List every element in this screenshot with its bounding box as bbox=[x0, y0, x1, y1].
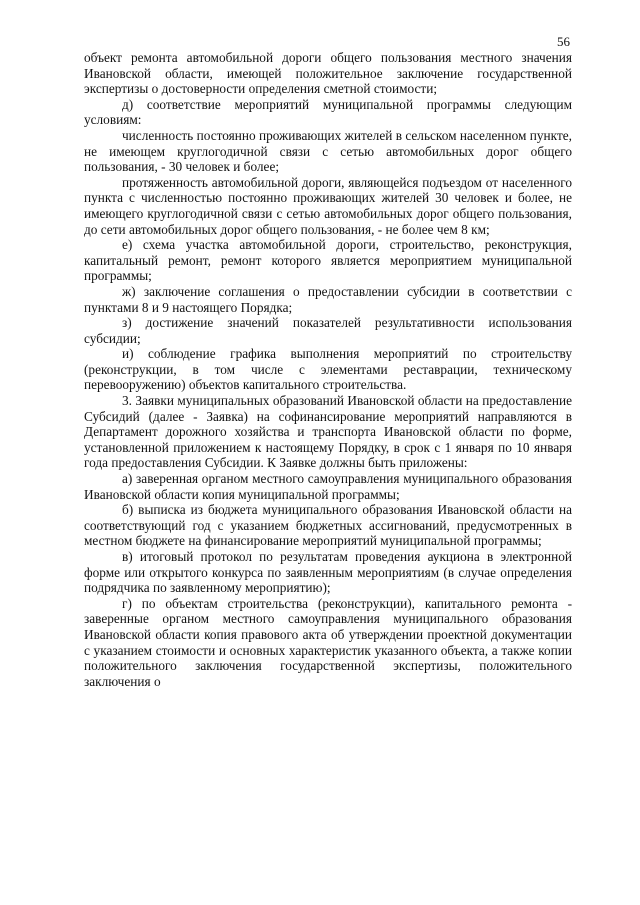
paragraph-b: б) выписка из бюджета муниципального образования Ивановской области на соответствующий год с указанием бюджетных ассигнований, предусмотренных в местном бюджете на финансирование мероприятий муниципальной программы; bbox=[84, 502, 572, 549]
paragraph-e: е) схема участка автомобильной дороги, строительство, реконструкция, капитальный ремонт, ремонт которого является мероприятием муниципальной программы; bbox=[84, 237, 572, 284]
page-number: 56 bbox=[557, 34, 570, 49]
paragraph-d: д) соответствие мероприятий муниципальной программы следующим условиям: bbox=[84, 96, 572, 128]
paragraph-g: г) по объектам строительства (реконструкции), капитального ремонта - заверенные органом местного самоуправления муниципального образования Ивановской области копия правового акта об утверждении проектной документации с указанием стоимости и основных характеристик указанного объекта, а также копии положительного заключения государственной экспертизы, положительного заключения о bbox=[84, 595, 572, 689]
paragraph-road-length-condition: протяженность автомобильной дороги, являющейся подъездом от населенного пункта с численностью постоянно проживающих жителей 30 человек и более, не имеющего круглогодичной связи с сетью автомобильных дорог общего пользования, до сети автомобильных дорог общего пользования, - не более чем 8 км; bbox=[84, 174, 572, 237]
document-body bbox=[84, 50, 572, 689]
paragraph-z: з) достижение значений показателей результативности использования субсидии; bbox=[84, 315, 572, 346]
paragraph-a: а) заверенная органом местного самоуправления муниципального образования Ивановской области копия муниципальной программы; bbox=[84, 471, 572, 502]
paragraph-section-3: 3. Заявки муниципальных образований Ивановской области на предоставление Субсидий (далее - Заявка) на софинансирование мероприятий направляются в Департамент дорожного хозяйства и транспорта Ивановской области по форме, установленной приложением к настоящему Порядку, в срок с 1 января по 10 января года предоставления Субсидии. К Заявке должны быть приложены: bbox=[84, 393, 572, 471]
paragraph-v: в) итоговый протокол по результатам проведения аукциона в электронной форме или открытого конкурса по заявленным мероприятиям (в случае определения подрядчика по заявленному мероприятию); bbox=[84, 549, 572, 596]
paragraph-zh: ж) заключение соглашения о предоставлении субсидии в соответствии с пунктами 8 и 9 настоящего Порядка; bbox=[84, 283, 572, 315]
paragraph-population-condition: численность постоянно проживающих жителей в сельском населенном пункте, не имеющем круглогодичной связи с сетью автомобильных дорог общего пользования, - 30 человек и более; bbox=[84, 127, 572, 175]
paragraph-continuation: объект ремонта автомобильной дороги общего пользования местного значения Ивановской области, имеющей положительное заключение государственной экспертизы о достоверности определения сметной стоимости; bbox=[84, 50, 572, 97]
paragraph-i: и) соблюдение графика выполнения мероприятий по строительству (реконструкции, в том числе с элементами реставрации, техническому перевооружению) объектов капитального строительства. bbox=[84, 346, 572, 393]
